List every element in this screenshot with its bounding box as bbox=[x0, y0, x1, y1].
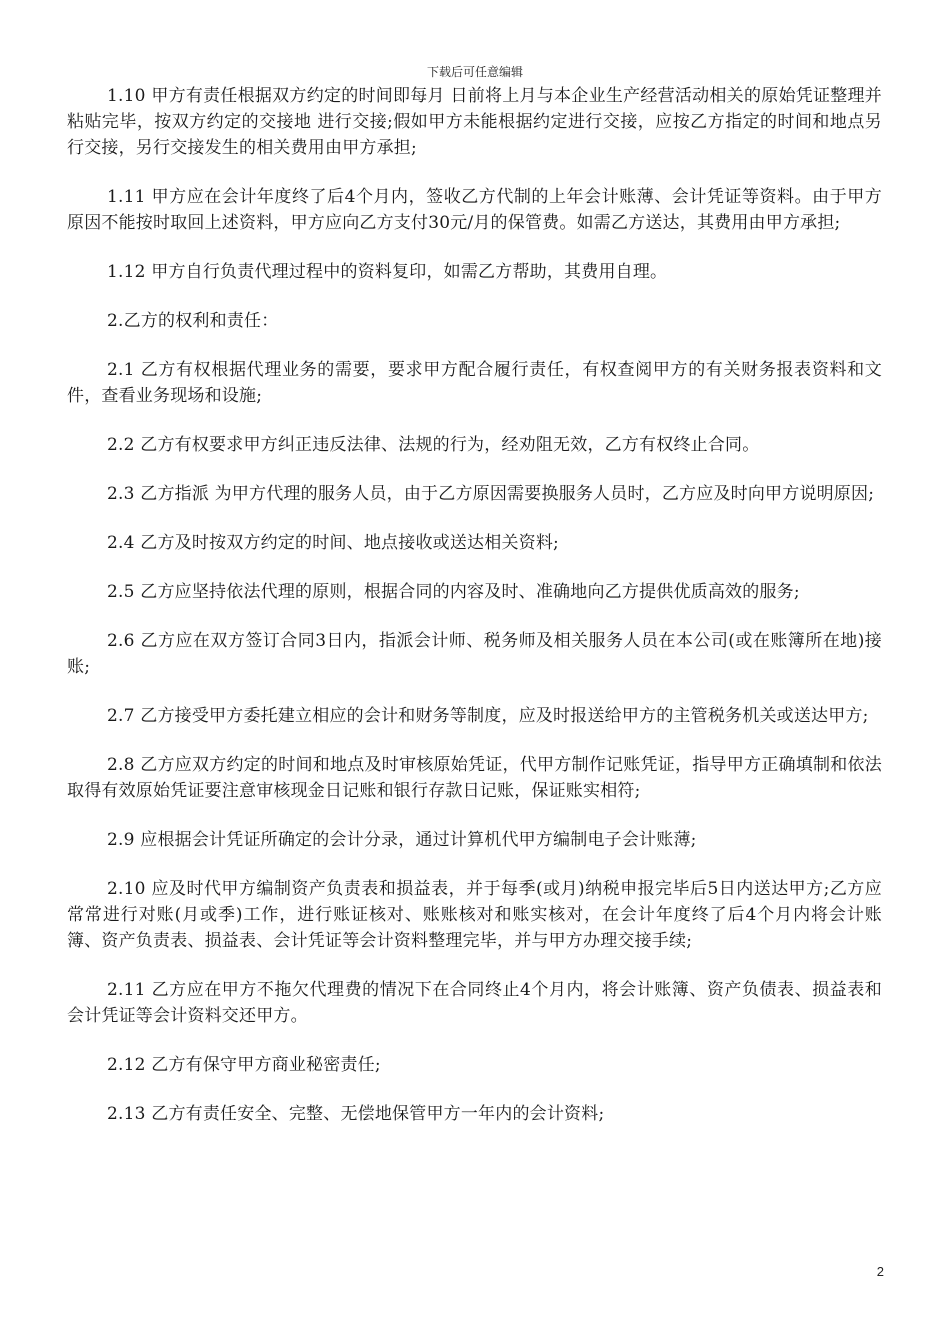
clause-2-11: 2.11 乙方应在甲方不拖欠代理费的情况下在合同终止4个月内，将会计账簿、资产负债表、损益表和会计凭证等会计资料交还甲方。 bbox=[67, 980, 882, 1026]
clause-2-13: 2.13 乙方有责任安全、完整、无偿地保管甲方一年内的会计资料; bbox=[107, 1104, 605, 1124]
page-header-note: 下载后可任意编辑 bbox=[426, 65, 523, 79]
clause-2-3: 2.3 乙方指派 为甲方代理的服务人员，由于乙方原因需要换服务人员时，乙方应及时向甲方说明原因; bbox=[107, 484, 875, 504]
section-heading-party-b: 2.乙方的权利和责任： bbox=[107, 311, 279, 331]
clause-2-6: 2.6 乙方应在双方签订合同3日内，指派会计师、税务师及相关服务人员在本公司(或在账簿所在地)接账; bbox=[67, 631, 882, 677]
clause-2-12: 2.12 乙方有保守甲方商业秘密责任; bbox=[107, 1055, 381, 1075]
clause-2-8: 2.8 乙方应双方约定的时间和地点及时审核原始凭证，代甲方制作记账凭证，指导甲方正确填制和依法取得有效原始凭证要注意审核现金日记账和银行存款日记账，保证账实相符; bbox=[67, 755, 882, 801]
clause-1-10: 1.10 甲方有责任根据双方约定的时间即每月 日前将上月与本企业生产经营活动相关的原始凭证整理并粘贴完毕，按双方约定的交接地 进行交接;假如甲方未能根据约定进行交接，应按乙方指定的时间和地点另行交接，另行交接发生的相关费用由甲方承担; bbox=[67, 86, 882, 158]
clause-2-1: 2.1 乙方有权根据代理业务的需要，要求甲方配合履行责任，有权查阅甲方的有关财务报表资料和文件，查看业务现场和设施; bbox=[67, 360, 882, 406]
clause-2-4: 2.4 乙方及时按双方约定的时间、地点接收或送达相关资料; bbox=[107, 533, 559, 553]
clause-2-5: 2.5 乙方应坚持依法代理的原则，根据合同的内容及时、准确地向乙方提供优质高效的服务; bbox=[107, 582, 800, 602]
clause-2-10: 2.10 应及时代甲方编制资产负责表和损益表，并于每季(或月)纳税申报完毕后5日内送达甲方;乙方应常常进行对账(月或季)工作，进行账证核对、账账核对和账实核对，在会计年度终了后4个月内将会计账簿、资产负责表、损益表、会计凭证等会计资料整理完毕，并与甲方办理交接手续; bbox=[67, 879, 882, 951]
clause-2-9: 2.9 应根据会计凭证所确定的会计分录，通过计算机代甲方编制电子会计账薄; bbox=[107, 830, 697, 850]
page-number: 2 bbox=[876, 1264, 884, 1279]
clause-1-12: 1.12 甲方自行负责代理过程中的资料复印，如需乙方帮助，其费用自理。 bbox=[107, 262, 668, 282]
document-body bbox=[67, 83, 882, 1150]
clause-2-7: 2.7 乙方接受甲方委托建立相应的会计和财务等制度，应及时报送给甲方的主管税务机关或送达甲方; bbox=[107, 706, 869, 726]
clause-1-11: 1.11 甲方应在会计年度终了后4个月内，签收乙方代制的上年会计账薄、会计凭证等资料。由于甲方原因不能按时取回上述资料，甲方应向乙方支付30元/月的保管费。如需乙方送达，其费用由甲方承担; bbox=[67, 187, 882, 233]
clause-2-2: 2.2 乙方有权要求甲方纠正违反法律、法规的行为，经劝阻无效，乙方有权终止合同。 bbox=[107, 435, 760, 455]
